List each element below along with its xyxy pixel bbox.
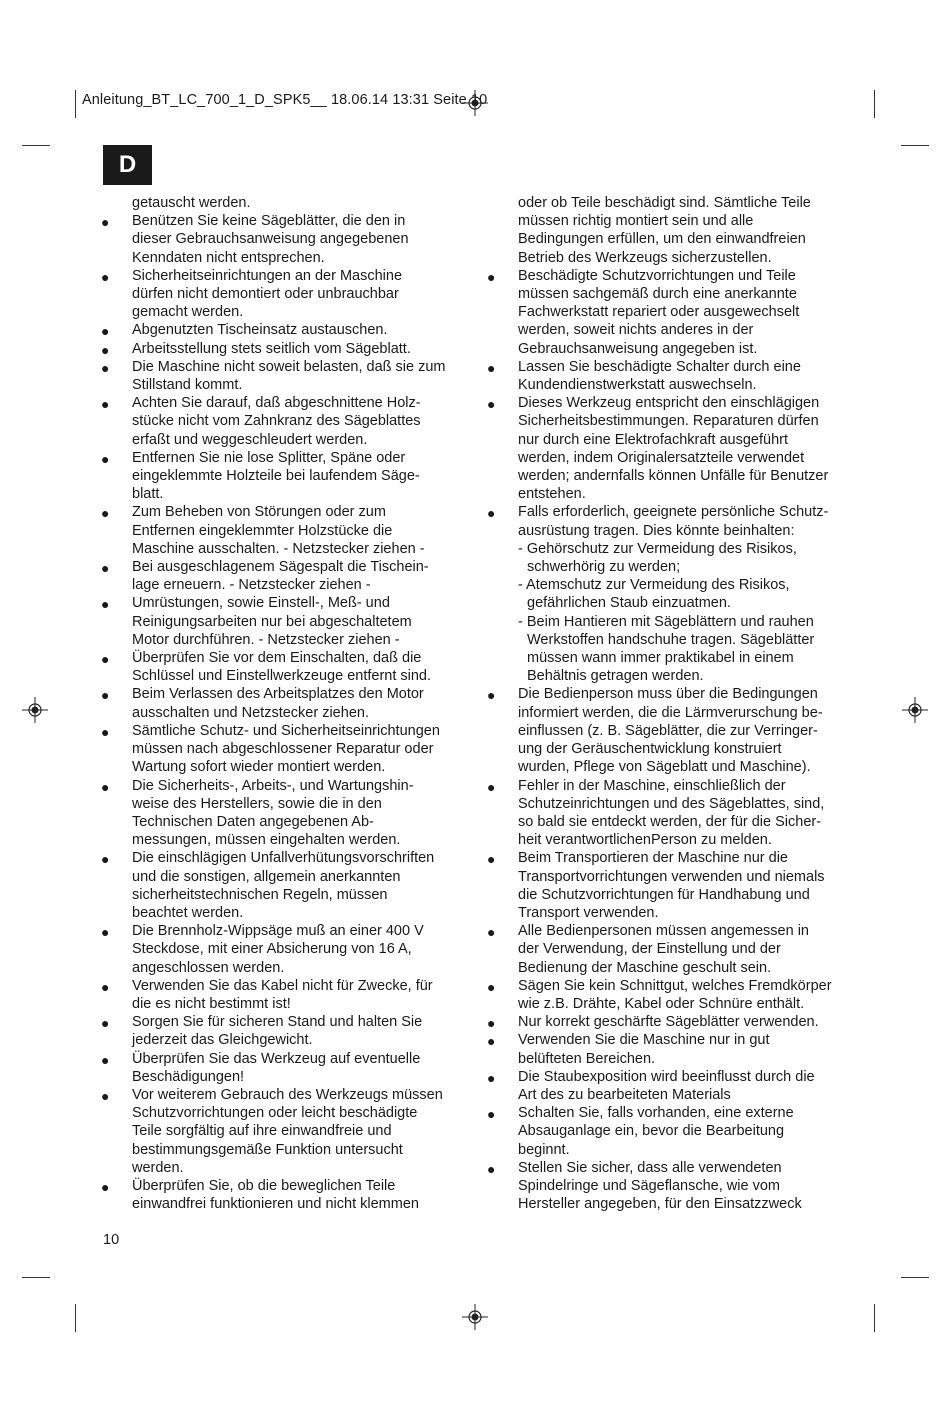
text-line: Gebrauchsanweisung angegeben ist. (518, 340, 758, 357)
text-line: - Atemschutz zur Vermeidung des Risikos, (518, 577, 790, 594)
list-item (132, 503, 472, 558)
list-item (132, 1013, 472, 1049)
crop-mark-top-right-vertical (874, 90, 875, 118)
text-line: Steckdose, mit einer Absicherung von 16 A, (132, 941, 412, 958)
text-line: Kundendienstwerkstatt auswechseln. (518, 377, 757, 394)
text-line: jederzeit das Gleichgewicht. (132, 1032, 313, 1049)
text-line: beachtet werden. (132, 904, 244, 921)
text-line: ● Die Sicherheits-, Arbeits-, und Wartungshin- (132, 777, 414, 794)
text-line: werden, soweit nichts anderes in der (518, 322, 754, 339)
text-line: wie z.B. Drähte, Kabel oder Schnüre enthält. (518, 995, 805, 1012)
text-line: einflussen (z. B. Sägeblätter, die zur Verringer- (518, 722, 818, 739)
text-line: ● Die Maschine nicht soweit belasten, daß sie zum (132, 358, 446, 375)
crop-mark-bottom-left-vertical (75, 1304, 76, 1332)
text-line: ● Schalten Sie, falls vorhanden, eine externe (518, 1105, 794, 1122)
text-line: ● Falls erforderlich, geeignete persönliche Schutz- (518, 504, 829, 521)
text-line: ● Arbeitsstellung stets seitlich vom Sägeblatt. (132, 340, 411, 357)
text-line: ● Überprüfen Sie vor dem Einschalten, daß die (132, 650, 422, 667)
text-line: Maschine ausschalten. - Netzstecker ziehen - (132, 540, 425, 557)
list-item (518, 267, 858, 358)
text-line: ● Stellen Sie sicher, dass alle verwendeten (518, 1159, 782, 1176)
list-subitem (518, 613, 858, 686)
text-line: beginnt. (518, 1141, 570, 1158)
crop-mark-top-left-horizontal (22, 145, 50, 146)
text-line: Transportvorrichtungen verwenden und niemals (518, 868, 825, 885)
text-line: einwandfrei funktionieren und nicht klemmen (132, 1196, 419, 1213)
list-item (132, 212, 472, 267)
list-item (132, 722, 472, 777)
text-line: dieser Gebrauchsanweisung angegebenen (132, 231, 409, 248)
list-item (132, 267, 472, 322)
text-line: ● Benützen Sie keine Sägeblätter, die den in (132, 213, 406, 230)
text-line: müssen sachgemäß durch eine anerkannte (518, 286, 797, 303)
text-line: Schlüssel und Einstellwerkzeuge entfernt sind. (132, 668, 432, 685)
text-line: gefährlichen Staub einzuatmen. (527, 595, 731, 612)
text-line: Reinigungsarbeiten nur bei abgeschaltetem (132, 613, 412, 630)
text-line: werden. (132, 1159, 184, 1176)
text-line: der Verwendung, der Einstellung und der (518, 941, 781, 958)
list-item (132, 449, 472, 504)
text-line: Absauganlage ein, bevor die Bearbeitung (518, 1123, 785, 1140)
text-line: ● Dieses Werkzeug entspricht den einschlägigen (518, 395, 820, 412)
paragraph-continuation (132, 194, 472, 212)
text-line: lage erneuern. - Netzstecker ziehen - (132, 577, 371, 594)
crop-mark-bottom-right-vertical (874, 1304, 875, 1332)
text-line: werden; andernfalls können Unfälle für Benutzer (518, 468, 829, 485)
text-line: werden, indem Originalersatzteile verwendet (518, 449, 805, 466)
crop-mark-bottom-right-horizontal (901, 1277, 929, 1278)
text-line: müssen nach abgeschlossener Reparatur oder (132, 741, 434, 758)
list-item (518, 1104, 858, 1159)
text-line: ● Achten Sie darauf, daß abgeschnittene Holz- (132, 395, 421, 412)
text-line: ● Sämtliche Schutz- und Sicherheitseinrichtungen (132, 722, 440, 739)
text-line: ● Sicherheitseinrichtungen an der Maschine (132, 267, 403, 284)
text-line: ● Zum Beheben von Störungen oder zum (132, 504, 386, 521)
list-subitem (518, 576, 858, 612)
text-line: nur durch eine Elektrofachkraft ausgeführt (518, 431, 789, 448)
list-item (518, 977, 858, 1013)
text-line: ● Die Staubexposition wird beeinflusst durch die (518, 1068, 815, 1085)
text-line: ● Fehler in der Maschine, einschließlich der (518, 777, 786, 794)
text-line: entstehen. (518, 486, 586, 503)
text-line: Behältnis getragen werden. (527, 668, 704, 685)
list-subitem (518, 540, 858, 576)
text-line: ● Beschädigte Schutzvorrichtungen und Teile (518, 267, 796, 284)
text-line: ● Nur korrekt geschärfte Sägeblätter verwenden. (518, 1014, 819, 1031)
left-column (132, 194, 472, 1213)
text-line: wurden, Pflege von Sägeblatt und Maschine). (518, 759, 811, 776)
text-line: Wartung sofort wieder montiert werden. (132, 759, 386, 776)
text-line: Kenndaten nicht entsprechen. (132, 249, 325, 266)
text-line: schwerhörig zu werden; (527, 559, 681, 576)
text-line: informiert werden, die die Lärmverurschung be- (518, 704, 823, 721)
text-line: die es nicht bestimmt ist! (132, 995, 291, 1012)
text-line: Bedingungen erfüllen, um den einwandfreien (518, 231, 806, 248)
text-line: Beschädigungen! (132, 1068, 245, 1085)
registration-mark-right-icon (902, 697, 928, 723)
text-line: Stillstand kommt. (132, 377, 243, 394)
text-line: Sicherheitsbestimmungen. Reparaturen dürfen (518, 413, 819, 430)
text-line: Fachwerkstatt repariert oder ausgewechselt (518, 304, 800, 321)
paragraph-continuation (518, 194, 858, 267)
text-line: ausschalten und Netzstecker ziehen. (132, 704, 369, 721)
list-item (132, 1050, 472, 1086)
list-item (518, 1068, 858, 1104)
list-item (518, 394, 858, 503)
list-item (132, 777, 472, 850)
text-line: ● Verwenden Sie das Kabel nicht für Zwecke, für (132, 977, 433, 994)
text-line: Betrieb des Werkzeugs sicherzustellen. (518, 249, 772, 266)
text-line: bestimmungsgemäße Funktion untersucht (132, 1141, 403, 1158)
text-line: Teile sorgfältig auf ihre einwandfreie und (132, 1123, 392, 1140)
text-line: ausrüstung tragen. Dies könnte beinhalten: (518, 522, 795, 539)
list-item (132, 1177, 472, 1213)
text-line: ● Die einschlägigen Unfallverhütungsvorschriften (132, 850, 435, 867)
text-line: blatt. (132, 486, 164, 503)
text-line: Technischen Daten angegebenen Ab- (132, 813, 374, 830)
list-item (518, 1031, 858, 1067)
text-line: belüfteten Bereichen. (518, 1050, 656, 1067)
list-item (132, 594, 472, 649)
crop-mark-top-right-horizontal (901, 145, 929, 146)
text-line: so bald sie entdeckt werden, der für die Sicher- (518, 813, 822, 830)
text-line: eingeklemmte Holzteile bei laufendem Säge- (132, 468, 420, 485)
text-line: ung der Geräuschentwicklung konstruiert (518, 741, 782, 758)
text-line: ● Alle Bedienpersonen müssen angemessen in (518, 923, 809, 940)
list-item (132, 649, 472, 685)
text-line: ● Lassen Sie beschädigte Schalter durch eine (518, 358, 801, 375)
text-line: heit verantwortlichenPerson zu melden. (518, 832, 772, 849)
text-line: getauscht werden. (132, 195, 251, 211)
text-line: Bedienung der Maschine geschult sein. (518, 959, 772, 976)
text-line: ● Die Brennholz-Wippsäge muß an einer 400 V (132, 923, 424, 940)
text-line: Entfernen eingeklemmter Holzstücke die (132, 522, 393, 539)
text-line: die Schutzvorrichtungen für Handhabung und (518, 886, 810, 903)
crop-mark-top-left-vertical (75, 90, 76, 118)
text-line: Motor durchführen. - Netzstecker ziehen - (132, 631, 400, 648)
list-item (132, 340, 472, 358)
list-item (518, 922, 858, 977)
text-line: ● Abgenutzten Tischeinsatz austauschen. (132, 322, 388, 339)
text-line: müssen richtig montiert sein und alle (518, 213, 754, 230)
text-line: ● Die Bedienperson muss über die Bedingungen (518, 686, 818, 703)
text-line: weise des Herstellers, sowie die in den (132, 795, 382, 812)
text-line: - Gehörschutz zur Vermeidung des Risikos, (518, 540, 797, 557)
text-line: oder ob Teile beschädigt sind. Sämtliche Teile (518, 195, 811, 211)
section-tab: D (103, 145, 152, 185)
list-item (132, 922, 472, 977)
text-line: ● Überprüfen Sie, ob die beweglichen Teile (132, 1177, 396, 1194)
registration-mark-bottom-icon (462, 1304, 488, 1330)
list-item (132, 394, 472, 449)
text-line: Hersteller angegeben, für den Einsatzzweck (518, 1196, 802, 1213)
text-line: Schutzeinrichtungen und des Sägeblattes, sind, (518, 795, 825, 812)
list-item (132, 358, 472, 394)
text-line: ● Entfernen Sie nie lose Splitter, Späne oder (132, 449, 406, 466)
registration-mark-left-icon (22, 697, 48, 723)
text-line: ● Überprüfen Sie das Werkzeug auf eventuelle (132, 1050, 421, 1067)
list-item (132, 558, 472, 594)
text-line: angeschlossen werden. (132, 959, 285, 976)
list-item (518, 1013, 858, 1031)
text-line: ● Verwenden Sie die Maschine nur in gut (518, 1032, 770, 1049)
list-item (518, 503, 858, 539)
text-line: müssen wann immer praktikabel in einem (527, 650, 794, 667)
text-line: Spindelringe und Sägeflansche, wie vom (518, 1177, 780, 1194)
list-item (518, 1159, 858, 1214)
page-number: 10 (103, 1232, 120, 1248)
file-info-header: Anleitung_BT_LC_700_1_D_SPK5__ 18.06.14 13:31 Seite 10 (82, 92, 488, 108)
text-line: ● Beim Transportieren der Maschine nur die (518, 850, 788, 867)
text-line: dürfen nicht demontiert oder unbrauchbar (132, 286, 399, 303)
list-item (132, 1086, 472, 1177)
text-line: ● Sägen Sie kein Schnittgut, welches Fremdkörper (518, 977, 832, 994)
list-item (132, 977, 472, 1013)
text-line: stücke nicht vom Zahnkranz des Sägeblattes (132, 413, 421, 430)
text-line: ● Bei ausgeschlagenem Sägespalt die Tischein- (132, 559, 429, 576)
crop-mark-bottom-left-horizontal (22, 1277, 50, 1278)
text-line: Werkstoffen handschuhe tragen. Sägeblätter (527, 631, 815, 648)
text-line: Schutzvorrichtungen oder leicht beschädigte (132, 1105, 418, 1122)
text-line: gemacht werden. (132, 304, 244, 321)
list-item (132, 849, 472, 922)
right-column (518, 194, 858, 1213)
text-line: erfaßt und weggeschleudert werden. (132, 431, 368, 448)
list-item (518, 849, 858, 922)
text-line: ● Sorgen Sie für sicheren Stand und halten Sie (132, 1014, 423, 1031)
list-item (518, 358, 858, 394)
text-line: Art des zu bearbeiteten Materials (518, 1086, 731, 1103)
text-line: Transport verwenden. (518, 904, 659, 921)
list-item (518, 685, 858, 776)
text-line: - Beim Hantieren mit Sägeblättern und rauhen (518, 613, 814, 630)
text-line: und die sonstigen, allgemein anerkannten (132, 868, 401, 885)
list-item (132, 321, 472, 339)
text-line: ● Beim Verlassen des Arbeitsplatzes den Motor (132, 686, 424, 703)
text-line: sicherheitstechnischen Regeln, müssen (132, 886, 388, 903)
text-line: ● Umrüstungen, sowie Einstell-, Meß- und (132, 595, 390, 612)
text-line: ● Vor weiterem Gebrauch des Werkzeugs müssen (132, 1086, 443, 1103)
text-line: messungen, müssen eingehalten werden. (132, 832, 401, 849)
list-item (518, 777, 858, 850)
list-item (132, 685, 472, 721)
